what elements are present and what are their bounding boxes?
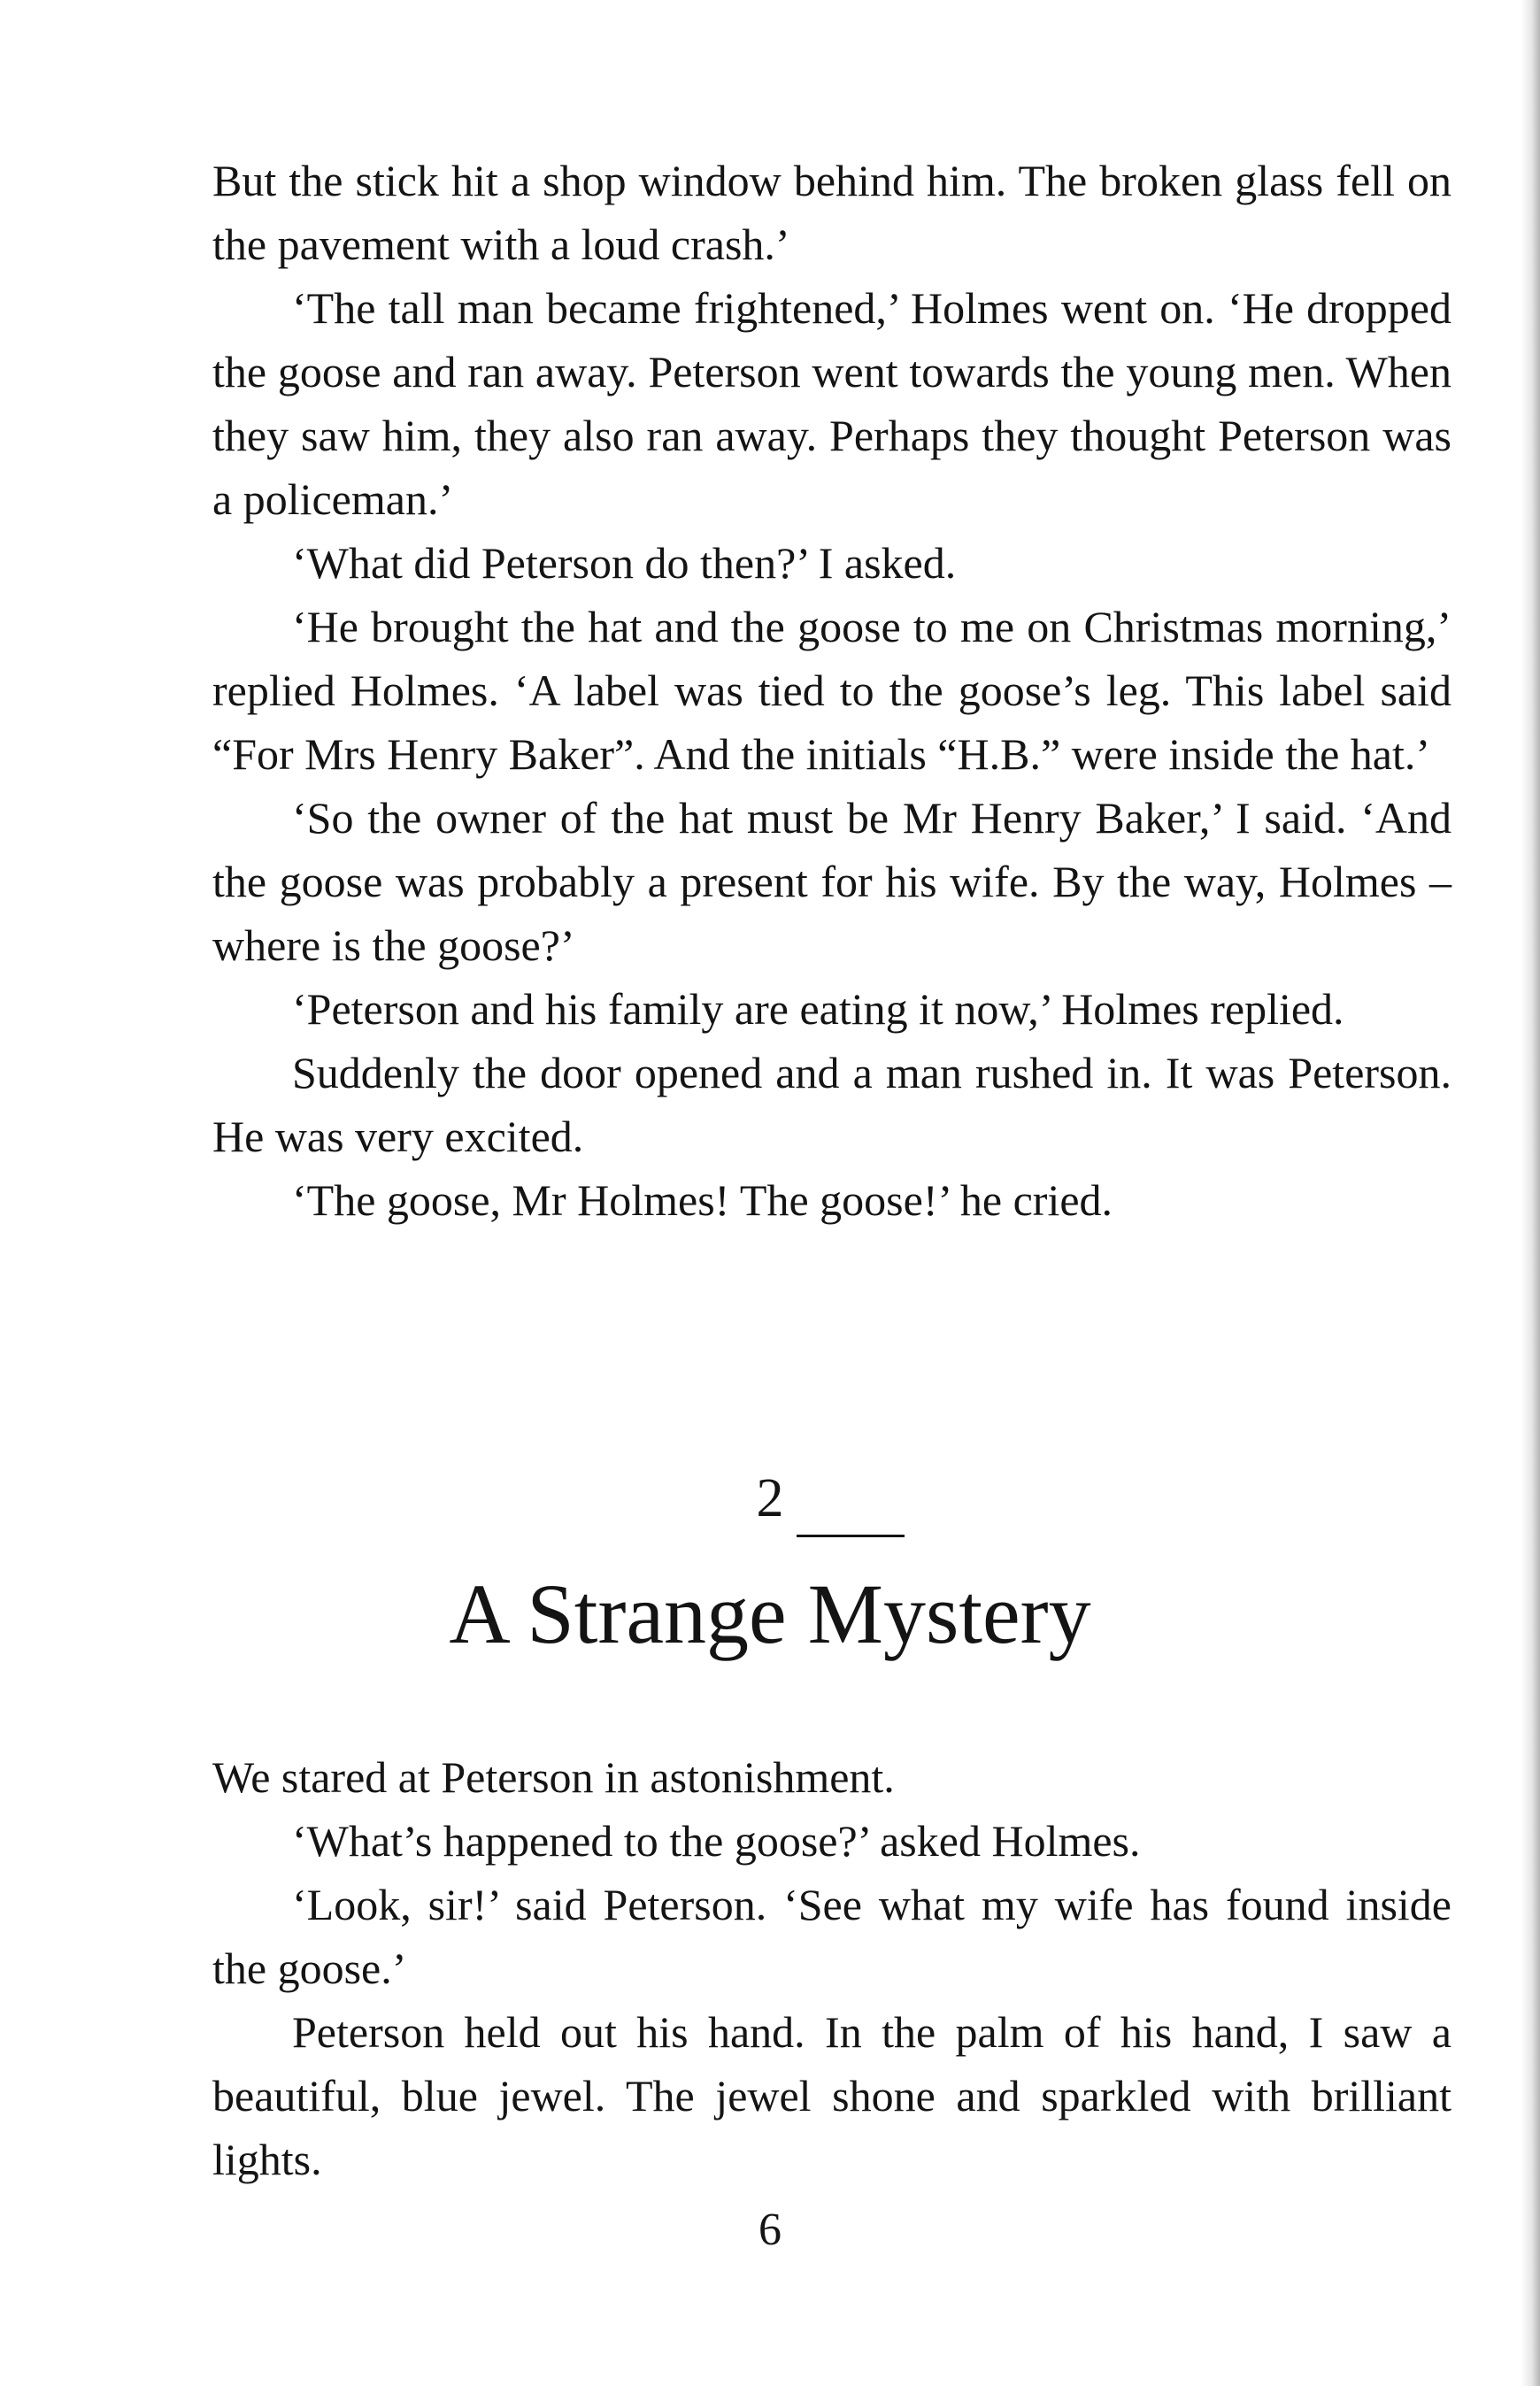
page-edge-shadow xyxy=(1521,0,1540,2386)
paragraph: ‘Peterson and his family are eating it now,’ Holmes replied. xyxy=(292,984,1344,1034)
chapter-title: A Strange Mystery xyxy=(449,1566,1091,1661)
page-number: 6 xyxy=(758,2205,782,2255)
paragraph: ‘Look, sir!’ said Peterson. ‘See what my wife has found inside the goose.’ xyxy=(212,1880,1451,1993)
paragraph: ‘What did Peterson do then?’ I asked. xyxy=(292,538,957,588)
paragraph: ‘What’s happened to the goose?’ asked Holmes. xyxy=(292,1816,1141,1866)
paragraph: ‘The goose, Mr Holmes! The goose!’ he cried. xyxy=(292,1175,1113,1225)
chapter-number-underline xyxy=(797,1535,905,1537)
body-text-top xyxy=(212,149,1451,1232)
paragraph: But the stick hit a shop window behind him. The broken glass fell on the pavement with a loud crash.’ xyxy=(212,156,1451,269)
paragraph: ‘So the owner of the hat must be Mr Henry Baker,’ I said. ‘And the goose was probably a present for his wife. By the way, Holmes – where is the goose?’ xyxy=(212,793,1451,970)
paragraph: Suddenly the door opened and a man rushed in. It was Peterson. He was very excited. xyxy=(212,1048,1451,1161)
paragraph: ‘The tall man became frightened,’ Holmes went on. ‘He dropped the goose and ran away. Peterson went towards the young men. When they saw him, they also ran away. Perhaps they thought Peterson was a policeman.’ xyxy=(212,283,1451,524)
paragraph: ‘He brought the hat and the goose to me on Christmas morning,’ replied Holmes. ‘A label was tied to the goose’s leg. This label said “For Mrs Henry Baker”. And the initials “H.B.” were inside the hat.’ xyxy=(212,602,1451,779)
paragraph: We stared at Peterson in astonishment. xyxy=(212,1752,895,1802)
paragraph: Peterson held out his hand. In the palm of his hand, I saw a beautiful, blue jewel. The jewel shone and sparkled with brilliant lights. xyxy=(212,2007,1451,2184)
chapter-number: 2 xyxy=(756,1468,784,1528)
body-text-bottom xyxy=(212,1745,1451,2191)
